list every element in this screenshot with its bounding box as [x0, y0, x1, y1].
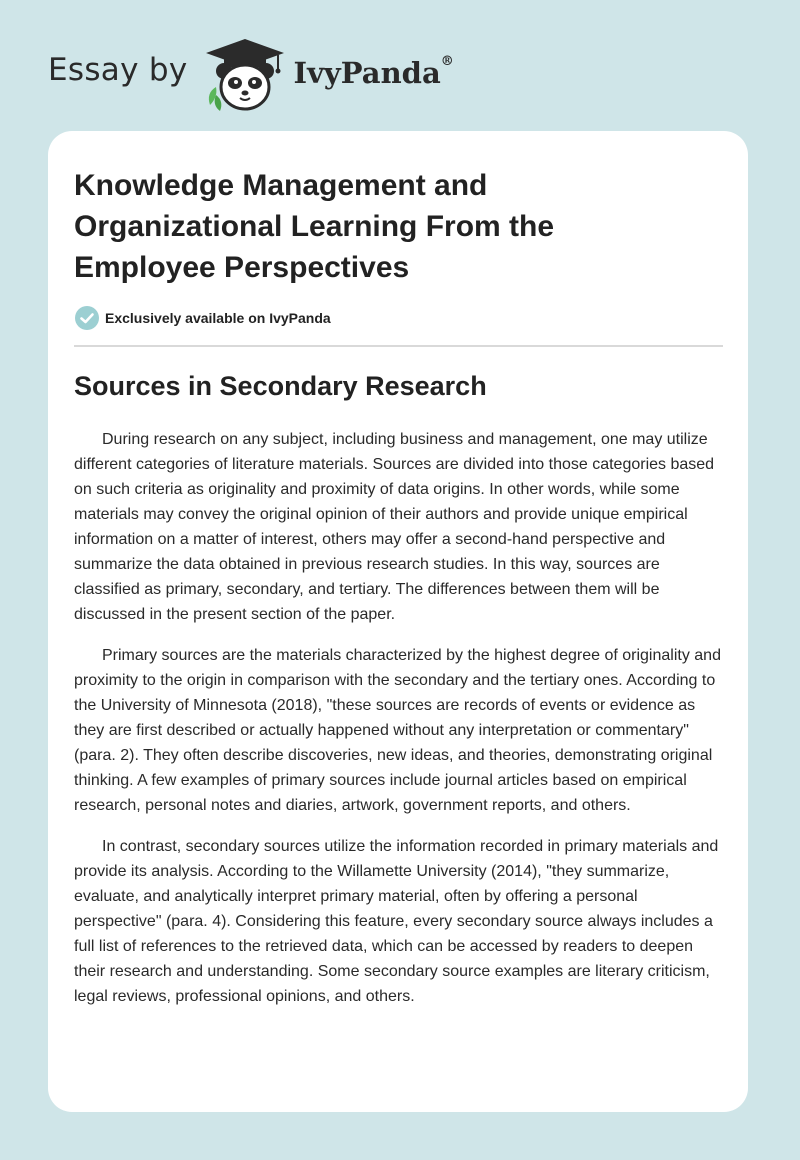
exclusive-label: Exclusively available on IvyPanda	[105, 310, 331, 326]
brand-name[interactable]: IvyPanda®	[293, 54, 454, 90]
section-heading: Sources in Secondary Research	[74, 371, 487, 401]
site-header	[48, 34, 454, 114]
essay-title: Knowledge Management and Organizational Learning From the Employee Perspectives	[74, 169, 555, 284]
title-divider	[74, 345, 723, 347]
paragraph: In contrast, secondary sources utilize the information recorded in primary materials and provide its analysis. According to the Willamette University (2014), "they summarize, evaluate, and analytically interpret primary material, often by offering a personal perspective" (para. 4). Considering this feature, every secondary source always includes a full list of references to the retrieved data, which can be accessed by readers to deepen their research and understanding. Some secondary source examples are literary criticism, legal reviews, professional opinions, and others.	[74, 838, 719, 1005]
paragraph: During research on any subject, including business and management, one may utilize different categories of literature materials. Sources are divided into those categories based on such criteria as originality and proximity of data origins. In other words, while some materials may convey the original opinion of their authors and provide unique empirical information on a matter of interest, others may offer a second-hand perspective and summarize the data obtained in previous research studies. In this way, sources are classified as primary, secondary, and tertiary. The differences between them will be discussed in the present section of the paper.	[74, 431, 715, 623]
exclusive-badge	[74, 305, 331, 331]
essay-card	[48, 131, 748, 1112]
registered-mark: ®	[440, 54, 454, 69]
check-circle-icon	[74, 305, 100, 331]
panda-logo-icon[interactable]	[202, 35, 288, 113]
essay-body	[74, 427, 727, 1025]
essay-by-label: Essay by	[48, 52, 188, 88]
paragraph: Primary sources are the materials characterized by the highest degree of originality and proximity to the origin in comparison with the secondary and the tertiary ones. According to the University of Minnesota (2018), "these sources are records of events or evidence as they are first described or actually happened without any interpretation or commentary" (para. 2). They often describe discoveries, new ideas, and theories, demonstrating original thinking. A few examples of primary sources include journal articles based on empirical research, personal notes and diaries, artwork, government reports, and others.	[74, 647, 721, 814]
